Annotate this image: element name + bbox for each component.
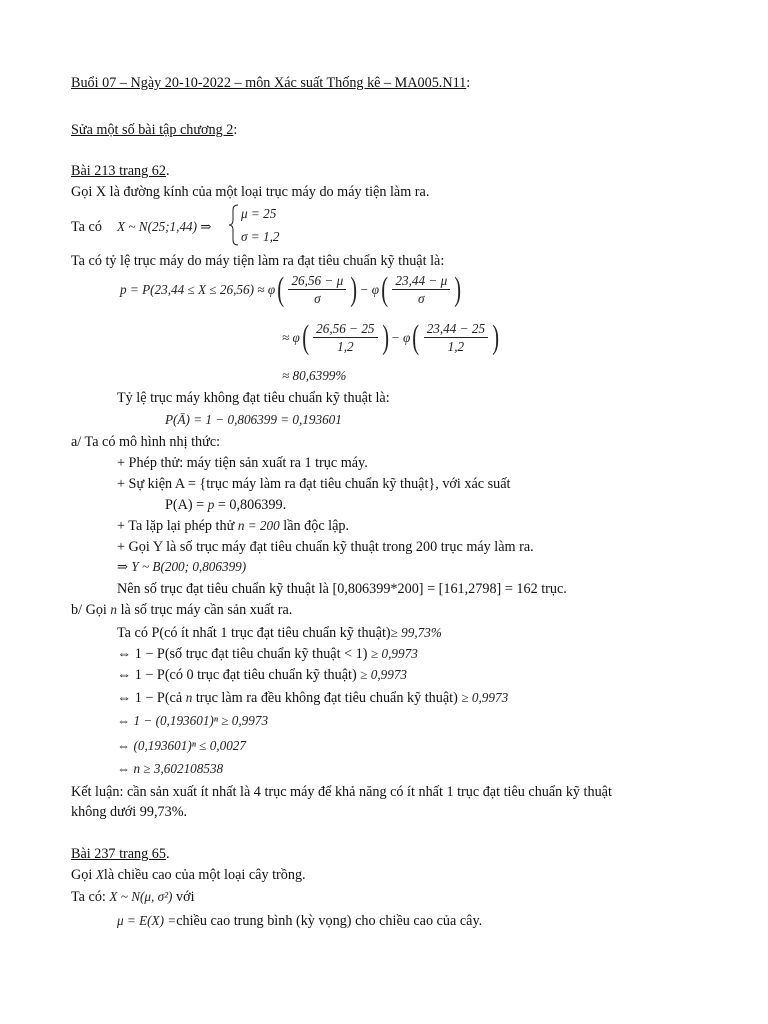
section-colon: : xyxy=(233,122,238,138)
exercise-237-line-2-math: X ~ N(μ, σ²) xyxy=(109,889,173,904)
exercise-237-line-3 xyxy=(117,912,482,930)
paren-close-icon: ) xyxy=(492,318,500,356)
fraction-2-denominator: σ xyxy=(418,291,425,306)
fraction-3 xyxy=(313,320,377,355)
header-text: Buổi 07 – Ngày 20-10-2022 – môn Xác suất Thống kê – MA005.N11 xyxy=(71,75,467,91)
part-a-repeat-suffix: lần độc lập. xyxy=(283,518,350,534)
exercise-213-title-text: Bài 213 trang 62 xyxy=(71,163,166,179)
part-a-variable: + Gọi Y là số trục máy đạt tiêu chuẩn kỹ thuật trong 200 trục máy làm ra. xyxy=(117,539,534,555)
part-a-probability-p: p xyxy=(207,497,215,512)
formula-probability-line-1 xyxy=(120,272,464,307)
exercise-237-line-3-math: μ = E(X) = xyxy=(117,913,177,928)
paren-close-icon: ) xyxy=(454,270,462,308)
paren-open-icon: ( xyxy=(412,318,420,356)
exercise-237-title-dot: . xyxy=(165,846,170,862)
exercise-237-line-1-suffix: là chiều cao của một loại cây trồng. xyxy=(103,867,306,883)
part-b-intro xyxy=(71,601,292,619)
part-b-step-4-math: ≥ 0,9973 xyxy=(461,690,509,705)
exercise-237-title xyxy=(71,845,170,863)
complement-probability: P(Ā) = 1 − 0,806399 = 0,193601 xyxy=(165,412,342,427)
formula-result: ≈ 80,6399% xyxy=(282,368,347,383)
part-b-step-4 xyxy=(117,689,508,707)
part-a-probability xyxy=(165,496,286,514)
part-b-step-1-text: Ta có P(có ít nhất 1 trục đạt tiêu chuẩn kỹ thuật) xyxy=(117,625,391,641)
paren-close-icon: ) xyxy=(350,270,358,308)
exercise-213-line-1: Gọi X là đường kính của một loại trục máy do máy tiện làm ra. xyxy=(71,184,430,200)
exercise-213-line-3: Ta có tỷ lệ trục máy do máy tiện làm ra đạt tiêu chuẩn kỹ thuật là: xyxy=(71,253,445,269)
conclusion-line-2: không dưới 99,73%. xyxy=(71,804,188,820)
paren-open-icon: ( xyxy=(381,270,389,308)
fraction-2 xyxy=(392,272,450,307)
brace-system xyxy=(228,204,240,251)
exercise-237-line-3-text: chiều cao trung bình (kỳ vọng) cho chiều cao của cây. xyxy=(176,913,483,929)
exercise-213-title-dot: . xyxy=(165,163,170,179)
part-b-step-2-text: ⇔ 1 − P(số trục đạt tiêu chuẩn kỹ thuật < 1) xyxy=(117,646,368,662)
formula-probability-line-2 xyxy=(282,320,501,355)
formula-1-mid: − φ xyxy=(359,281,380,297)
part-a-repeat xyxy=(117,517,349,535)
part-b-step-5: ⇔ 1 − (0,193601)ⁿ ≥ 0,9973 xyxy=(117,713,269,728)
exercise-213-line-4: Tỷ lệ trục máy không đạt tiêu chuẩn kỹ thuật là: xyxy=(117,390,390,406)
part-b-step-4-prefix: ⇔ 1 − P(cả xyxy=(117,690,183,706)
part-a-conclusion: Nên số trục đạt tiêu chuẩn kỹ thuật là [0,806399*200] = [161,2798] = 162 trục. xyxy=(117,581,567,597)
part-b-step-4-text: trục làm ra đều không đạt tiêu chuẩn kỹ thuật) xyxy=(195,690,458,706)
part-a-event: + Sự kiện A = {trục máy làm ra đạt tiêu chuẩn kỹ thuật}, với xác suất xyxy=(117,476,511,492)
part-b-intro-prefix: b/ Gọi xyxy=(71,602,107,618)
exercise-213-title xyxy=(71,162,170,180)
section-title xyxy=(71,121,237,139)
conclusion-line-1: Kết luận: cần sản xuất ít nhất là 4 trục máy để khả năng có ít nhất 1 trục đạt tiêu chuẩn kỹ thuật xyxy=(71,784,612,800)
section-title-text: Sửa một số bài tập chương 2 xyxy=(71,122,234,138)
fraction-3-denominator: 1,2 xyxy=(337,339,354,354)
part-b-step-1 xyxy=(117,624,442,642)
part-b-step-2-math: ≥ 0,9973 xyxy=(371,646,418,661)
fraction-4-numerator: 23,44 − 25 xyxy=(424,320,488,338)
fraction-3-numerator: 26,56 − 25 xyxy=(313,320,377,338)
part-a-intro: a/ Ta có mô hình nhị thức: xyxy=(71,434,221,450)
paren-open-icon: ( xyxy=(302,318,309,356)
distribution-formula: X ~ N(25;1,44) ⇒ xyxy=(117,219,212,234)
part-b-intro-n: n xyxy=(110,602,118,617)
part-a-probability-value: = 0,806399. xyxy=(214,497,287,513)
mu-value: μ = 25 xyxy=(241,206,277,221)
formula-1-lhs: p = P(23,44 ≤ X ≤ 26,56) ≈ φ xyxy=(120,281,276,297)
part-a-probability-prefix: P(A) = xyxy=(165,497,205,513)
fraction-1 xyxy=(288,272,346,307)
exercise-237-line-2 xyxy=(71,888,195,906)
fraction-4-denominator: 1,2 xyxy=(447,339,465,354)
taco-label: Ta có xyxy=(71,219,102,235)
part-b-step-3-text: ⇔ 1 − P(có 0 trục đạt tiêu chuẩn kỹ thuật) xyxy=(117,667,357,683)
part-a-repeat-n: n = 200 xyxy=(237,518,280,533)
formula-2-lhs: ≈ φ xyxy=(282,329,300,345)
part-a-binomial: ⇒ Y ~ B(200; 0,806399) xyxy=(117,559,247,574)
exercise-237-line-1 xyxy=(71,866,306,884)
part-a-repeat-prefix: + Ta lặp lại phép thử xyxy=(117,518,235,534)
part-b-intro-suffix: là số trục máy cần sản xuất ra. xyxy=(120,602,293,618)
part-b-step-6: ⇔ (0,193601)ⁿ ≤ 0,0027 xyxy=(117,738,246,753)
fraction-1-denominator: σ xyxy=(314,291,321,306)
exercise-237-line-1-prefix: Gọi xyxy=(71,867,93,883)
exercise-237-line-2-prefix: Ta có: xyxy=(71,889,106,905)
document-header xyxy=(71,74,470,92)
exercise-237-line-1-x: X xyxy=(95,867,104,882)
left-brace-icon xyxy=(228,204,240,246)
sigma-value: σ = 1,2 xyxy=(241,229,280,244)
part-b-step-2 xyxy=(117,645,418,663)
fraction-1-numerator: 26,56 − μ xyxy=(288,272,346,290)
exercise-237-title-text: Bài 237 trang 65 xyxy=(71,846,166,862)
formula-2-mid: − φ xyxy=(390,329,411,345)
exercise-237-line-2-suffix: với xyxy=(176,889,195,905)
part-a-trial: + Phép thử: máy tiện sản xuất ra 1 trục máy. xyxy=(117,455,368,471)
part-b-step-4-n: n xyxy=(185,690,193,705)
part-b-step-3-math: ≥ 0,9973 xyxy=(360,667,408,682)
paren-open-icon: ( xyxy=(277,270,285,308)
header-colon: : xyxy=(466,75,471,91)
paren-close-icon: ) xyxy=(381,318,389,356)
part-b-step-3 xyxy=(117,666,407,684)
fraction-4 xyxy=(424,320,488,355)
part-b-step-7: ⇔ n ≥ 3,602108538 xyxy=(117,761,224,776)
part-b-step-1-math: ≥ 99,73% xyxy=(390,625,442,640)
fraction-2-numerator: 23,44 − μ xyxy=(392,272,450,290)
